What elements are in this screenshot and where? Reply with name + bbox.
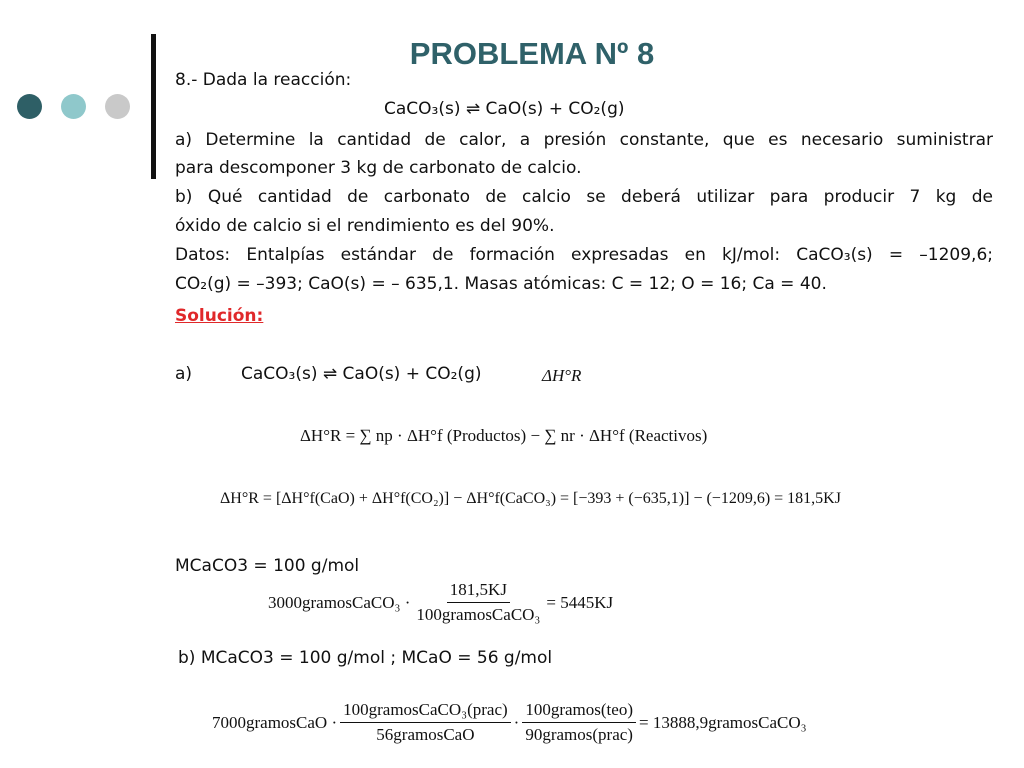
heat-calc-denominator: 100gramosCaCO₃: [416, 605, 541, 625]
heat-calc-fraction: [413, 580, 543, 626]
decor-dot-dark: [17, 94, 42, 119]
datos-line-2: CO₂(g) = –393; CaO(s) = – 635,1. Masas atómicas: C = 12; O = 16; Ca = 40.: [175, 274, 827, 294]
decor-dot-grey: [105, 94, 130, 119]
caco3-calc-denominator-2: 90gramos(prac): [525, 725, 633, 745]
enthalpy-formula: ΔH°R = ∑ np · ΔH°f (Productos) − ∑ nr · ΔH°f (Reactivos): [300, 426, 708, 445]
caco3-calculation: [212, 700, 807, 746]
problem-intro: 8.- Dada la reacción:: [175, 70, 352, 90]
solution-a-label: a): [175, 364, 193, 384]
caco3-calc-fraction-2: [522, 700, 636, 746]
caco3-calc-numerator-2: 100gramos(teo): [522, 700, 636, 723]
caco3-calc-fraction-1: [340, 700, 511, 746]
heat-calc-numerator: 181,5KJ: [447, 580, 510, 603]
caco3-calc-left: 7000gramosCaO ·: [212, 712, 338, 732]
molar-mass-caco3: MCaCO3 = 100 g/mol: [175, 556, 360, 576]
part-a-line-2: para descomponer 3 kg de carbonato de calcio.: [175, 158, 582, 178]
heat-calc-result: = 5445KJ: [546, 592, 614, 612]
decor-dot-teal: [61, 94, 86, 119]
caco3-calc-denominator-1: 56gramosCaO: [376, 725, 475, 745]
part-b-molar-masses: b) MCaCO3 = 100 g/mol ; MCaO = 56 g/mol: [178, 648, 553, 668]
part-b-line-1: b) Qué cantidad de carbonato de calcio se deberá utilizar para producir 7 kg de: [175, 187, 993, 207]
caco3-calc-dot: ·: [513, 712, 520, 732]
part-a-line-1: a) Determine la cantidad de calor, a presión constante, que es necesario suministrar: [175, 130, 993, 150]
solution-a-reaction: CaCO₃(s) ⇌ CaO(s) + CO₂(g): [241, 364, 482, 384]
slide-title: PROBLEMA Nº 8: [409, 36, 655, 71]
caco3-calc-numerator-1: 100gramosCaCO₃(prac): [340, 700, 511, 723]
problem-reaction: CaCO₃(s) ⇌ CaO(s) + CO₂(g): [384, 99, 625, 119]
solution-a-delta: ΔH°R: [542, 366, 582, 385]
part-b-line-2: óxido de calcio si el rendimiento es del 90%.: [175, 216, 555, 236]
datos-line-1: Datos: Entalpías estándar de formación expresadas en kJ/mol: CaCO₃(s) = –1209,6;: [175, 245, 993, 265]
enthalpy-calculation: ΔH°R = [ΔH°f(CaO) + ΔH°f(CO₂)] − ΔH°f(CaCO₃) = [−393 + (−635,1)] − (−1209,6) = 181,5KJ: [220, 490, 841, 507]
caco3-calc-result: = 13888,9gramosCaCO₃: [638, 712, 807, 732]
heat-calculation: [268, 580, 613, 626]
solucion-heading: Solución:: [175, 306, 264, 326]
heat-calc-left: 3000gramosCaCO₃ ·: [268, 592, 411, 612]
